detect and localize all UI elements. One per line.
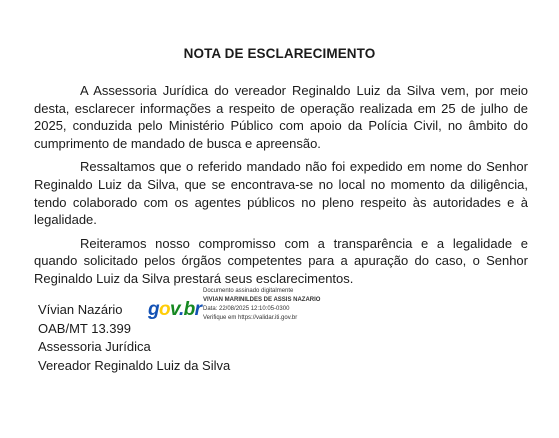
document-title: NOTA DE ESCLARECIMENTO (183, 46, 376, 61)
signer-registration: OAB/MT 13.399 (38, 320, 131, 336)
signer-name: Vívian Nazário (38, 302, 123, 317)
svg-text:gov.br: gov.br (148, 299, 202, 320)
signature-block (38, 301, 230, 375)
paragraph-1: A Assessoria Jurídica do vereador Reginaldo Luiz da Silva vem, por meio desta, esclarecer informações a respeito de operação realizada em 25 de julho de 2025, conduzida pelo Ministério Público com apoio da Polícia Civil, no âmbito do cumprimento de mandado de busca e apreensão. (34, 83, 528, 151)
stamp-header: Documento assinado digitalmente (203, 288, 294, 294)
paragraph-3: Reiteramos nosso compromisso com a transparência e a legalidade e quando solicitado pelos órgãos competentes para a apuração do caso, o Senhor Reginaldo Luiz da Silva prestará seus esclarecimentos. (34, 235, 528, 286)
paragraph-2: Ressaltamos que o referido mandado não foi expedido em nome do Senhor Reginaldo Luiz da Silva, que se encontrava-se no local no momento da diligência, tendo colaborado com os agentes públicos no pleno respeito às autoridades e à legalidade. (34, 159, 528, 228)
stamp-signer: VIVIAN MARINILDES DE ASSIS NAZARIO (203, 297, 321, 303)
signer-organization: Vereador Reginaldo Luiz da Silva (38, 357, 231, 373)
stamp-date: Data: 22/08/2025 12:10:05-0300 (203, 306, 290, 312)
stamp-verify-link: Verifique em https://validar.iti.gov.br (203, 315, 298, 321)
document-body (34, 82, 528, 294)
signer-role: Assessoria Jurídica (38, 339, 151, 355)
